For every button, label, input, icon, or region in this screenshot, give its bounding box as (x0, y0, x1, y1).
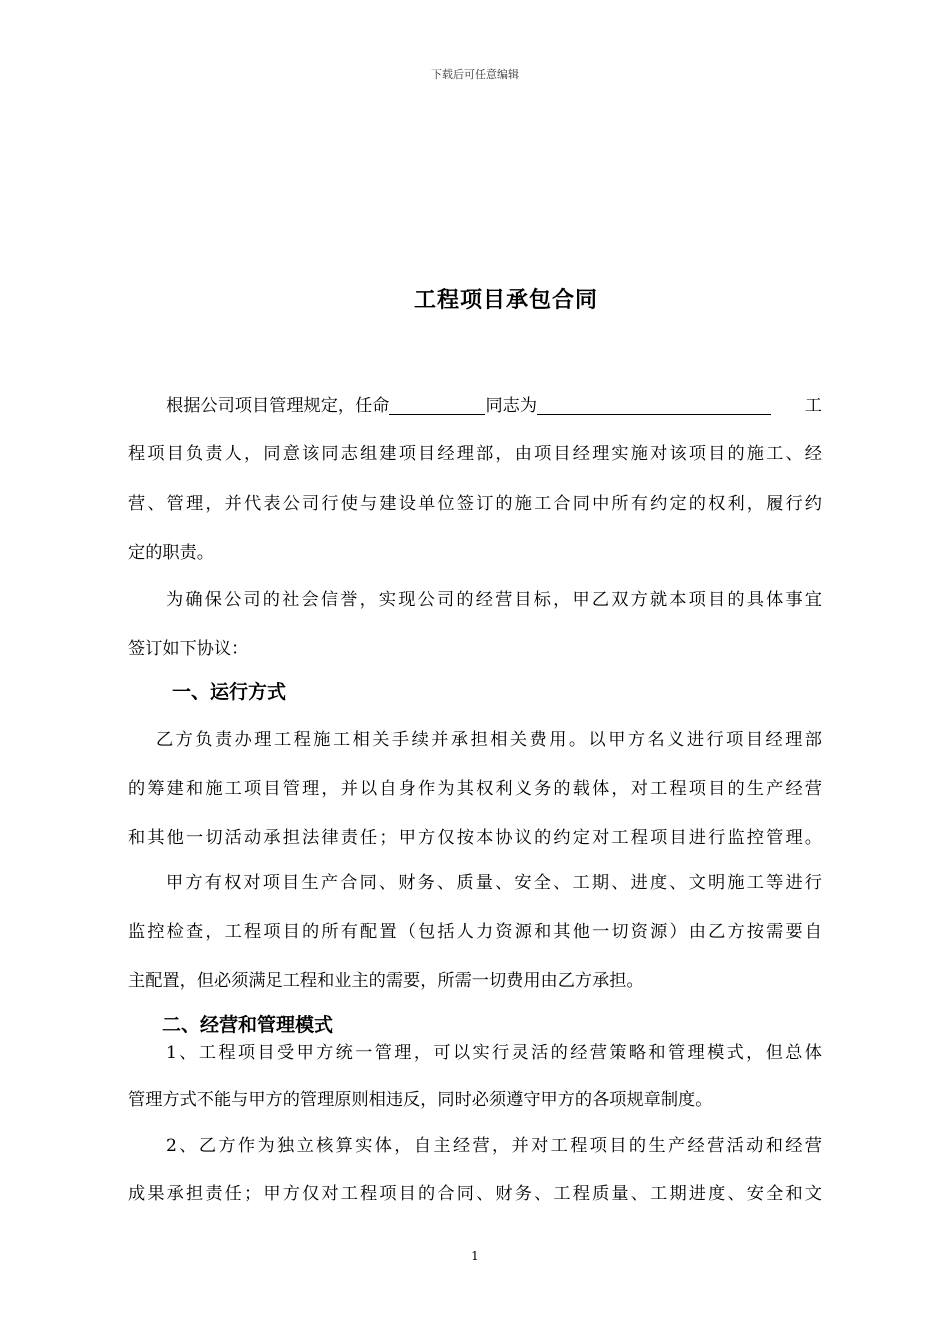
appointee-name-blank (389, 394, 485, 415)
section-2-p2-line-2: 成果承担责任；甲方仅对工程项目的合同、财务、工程质量、工期进度、安全和文 (128, 1184, 822, 1204)
intro-text-a: 根据公司项目管理规定，任命 (166, 396, 390, 416)
intro-text-b: 同志为 (485, 396, 538, 416)
intro-line-2: 程项目负责人，同意该同志组建项目经理部，由项目经理实施对该项目的施工、经 (128, 444, 822, 464)
intro-line-3: 营、管理，并代表公司行使与建设单位签订的施工合同中所有约定的权利，履行约 (128, 494, 822, 514)
section-2-p1-line-2: 管理方式不能与甲方的管理原则相违反，同时必须遵守甲方的各项规章制度。 (128, 1090, 713, 1110)
intro-text-c: 工 (804, 396, 822, 416)
page-number: 1 (471, 1249, 479, 1263)
section-1-p2-line-1: 甲方有权对项目生产合同、财务、质量、安全、工期、进度、文明施工等进行 (166, 873, 822, 893)
section-1-p1-line-3: 和其他一切活动承担法律责任；甲方仅按本协议的约定对工程项目进行监控管理。 (128, 828, 822, 848)
purpose-line-1: 为确保公司的社会信誉，实现公司的经营目标，甲乙双方就本项目的具体事宜 (166, 590, 822, 610)
section-1-p2-line-2: 监控检查，工程项目的所有配置（包括人力资源和其他一切资源）由乙方按需要自 (128, 922, 822, 942)
section-2-p1-line-1: 1、工程项目受甲方统一管理，可以实行灵活的经营策略和管理模式，但总体 (166, 1043, 822, 1063)
project-name-blank (537, 394, 771, 415)
section-2-heading: 二、经营和管理模式 (162, 1014, 334, 1036)
intro-line-4: 定的职责。 (128, 543, 214, 563)
document-title: 工程项目承包合同 (413, 288, 598, 313)
section-1-p2-line-3: 主配置，但必须满足工程和业主的需要，所需一切费用由乙方承担。 (128, 971, 644, 991)
section-1-p1-line-2: 的筹建和施工项目管理，并以自身作为其权利义务的载体，对工程项目的生产经营 (128, 779, 822, 799)
purpose-line-2: 签订如下协议： (128, 639, 249, 659)
section-1-heading: 一、运行方式 (172, 681, 287, 703)
section-1-p1-line-1: 乙方负责办理工程施工相关手续并承担相关费用。以甲方名义进行项目经理部 (156, 730, 822, 750)
section-2-p2-line-1: 2、乙方作为独立核算实体，自主经营，并对工程项目的生产经营活动和经营 (166, 1136, 822, 1156)
page-header-note: 下载后可任意编辑 (431, 68, 519, 81)
intro-line-1 (166, 394, 822, 418)
